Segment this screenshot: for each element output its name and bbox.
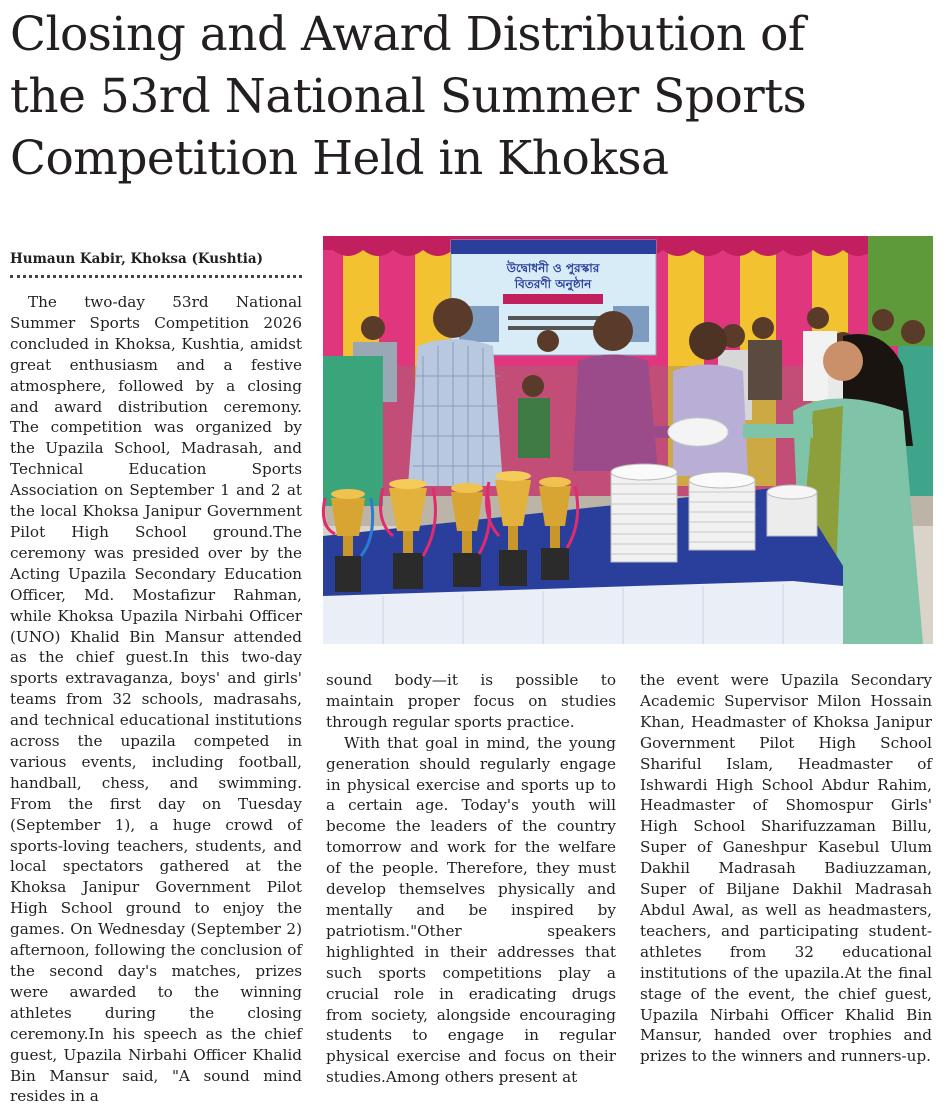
plate-stack-2: [689, 472, 755, 550]
man-checked-head: [433, 298, 473, 338]
man-purple-shirt: [573, 355, 658, 472]
banner-text-1: উদ্বোধনী ও পুরস্কার: [506, 261, 600, 275]
person-left: [323, 356, 383, 506]
man-checked-shirt: [408, 339, 503, 486]
plate-handed: [668, 418, 728, 446]
headline: [10, 4, 945, 190]
man-purple-head: [593, 311, 633, 351]
byline: Humaun Kabir, Khoksa (Kushtia): [10, 250, 302, 278]
article-paragraph: With that goal in mind, the young generation should regularly engage in physical exercise and sports up to a certain age. Today's youth will become the leaders of the country tomorrow and work for the welfare of the people. Therefore, they must develop themselves physically and mentally and be inspired by patriotism."Other speakers highlighted in their addresses that such sports competitions play a crucial role in eradicating drugs from society, alongside encouraging students to engage in regular physical exercise and focus on their studies.Among others present at: [326, 733, 616, 1087]
plate-stack-1: [611, 464, 677, 562]
article-paragraph: The two-day 53rd National Summer Sports Competition 2026 concluded in Khoksa, Kushtia, amidst great enthusiasm and a festive atmosphere, followed by a closing and award distribution ceremony. The competition was organized by the Upazila School, Madrasah, and Technical Education Sports Association on September 1 and 2 at the local Khoksa Janipur Government Pilot High School ground.The ceremony was presided over by the Acting Upazila Secondary Education Officer, Md. Mostafizur Rahman, while Khoksa Upazila Nirbahi Officer (UNO) Khalid Bin Mansur attended as the chief guest.In this two-day sports extravaganza, boys' and girls' teams from 32 schools, madrasahs, and technical educational institutions across the upazila competed in various events, including football, handball, chess, and swimming. From the first day on Tuesday (September 1), a huge crowd of sports-loving teachers, students, and local spectators gathered at the Khoksa Janipur Government Pilot High School ground to enjoy the games. On Wednesday (September 2) afternoon, following the conclusion of the second day's matches, prizes were awarded to the winning athletes during the closing ceremony.In his speech as the chief guest, Upazila Nirbahi Officer Khalid Bin Mansur said, "A sound mind resides in a: [10, 293, 302, 1106]
headline-line-3: Competition Held in Khoksa: [10, 131, 669, 186]
article-column-2: [326, 670, 616, 1087]
man-striped-head: [689, 322, 727, 360]
headline-line-1: Closing and Award Distribution of: [10, 7, 805, 62]
woman-face: [823, 341, 863, 381]
banner-text-2: বিতরণী অনুষ্ঠান: [514, 277, 592, 291]
article-column-3: [640, 670, 932, 1080]
article-paragraph-continued: sound body—it is possible to maintain proper focus on studies through regular sports practice.: [326, 671, 616, 731]
article-paragraph-continued: the event were Upazila Secondary Academic Supervisor Milon Hossain Khan, Headmaster of Khoksa Janipur Government Pilot High School Shariful Islam, Headmaster of Ishwardi High School Abdur Rahim, Headmaster of Shomospur Girls' High School Sharifuzzaman Billu, Super of Ganeshpur Kasebul Ulum Dakhil Madrasah Badiuzzaman, Super of Biljane Dakhil Madrasah Abdul Awal, as well as headmasters, teachers, and participating student-athletes from 32 educational institutions of the upazila.At the final stage of the event, the chief guest, Upazila Nirbahi Officer Khalid Bin Mansur, handed over trophies and prizes to the winners and runners-up.: [640, 671, 932, 1066]
article-column-1: [10, 292, 302, 1106]
news-photo: [323, 236, 933, 644]
photo-illustration: [323, 236, 933, 644]
plate-stack-3: [767, 485, 817, 536]
headline-line-2: the 53rd National Summer Sports: [10, 69, 807, 124]
